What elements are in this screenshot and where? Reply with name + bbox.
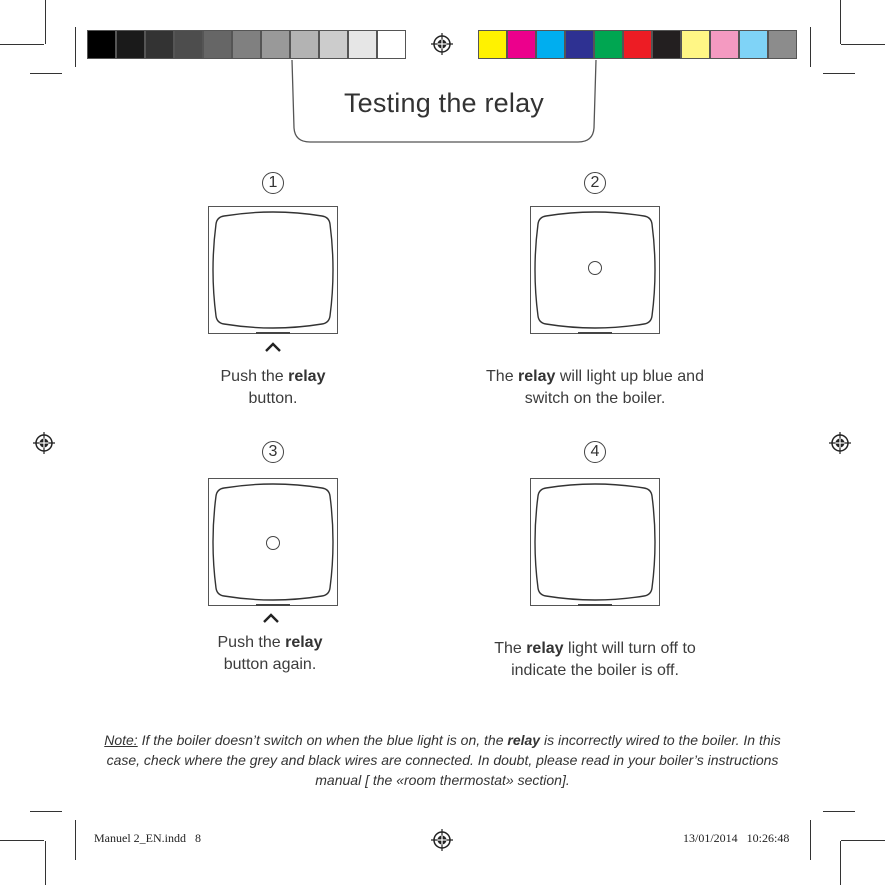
page-title: Testing the relay xyxy=(343,88,544,118)
registration-mark-icon xyxy=(33,432,55,454)
crop-mark xyxy=(840,841,841,885)
color-swatch xyxy=(507,30,536,59)
color-swatch xyxy=(478,30,507,59)
crop-mark xyxy=(823,73,855,74)
registration-mark-icon xyxy=(431,33,453,55)
relay-device xyxy=(208,206,338,334)
footer-file-name: Manuel 2_EN.indd 8 xyxy=(94,831,201,845)
relay-device xyxy=(530,206,660,334)
color-swatch xyxy=(768,30,797,59)
crop-mark xyxy=(840,0,841,44)
step-number: 4 xyxy=(584,441,606,463)
color-swatch xyxy=(623,30,652,59)
crop-mark xyxy=(30,73,62,74)
push-arrow-icon xyxy=(262,612,280,624)
crop-mark xyxy=(45,841,46,885)
crop-mark xyxy=(823,811,855,812)
footer-timestamp: 13/01/2014 10:26:48 xyxy=(683,831,790,845)
color-swatch xyxy=(681,30,710,59)
step-number: 3 xyxy=(262,441,284,463)
crop-mark xyxy=(810,27,811,67)
color-swatch xyxy=(174,30,203,59)
color-swatch xyxy=(565,30,594,59)
note-label: Note: xyxy=(104,732,138,748)
color-swatch xyxy=(261,30,290,59)
color-swatch xyxy=(87,30,116,59)
crop-mark xyxy=(841,840,885,841)
step-number: 1 xyxy=(262,172,284,194)
color-swatch xyxy=(116,30,145,59)
color-swatch xyxy=(536,30,565,59)
step-caption: Push the relay button. xyxy=(220,368,326,407)
color-swatch xyxy=(290,30,319,59)
step-number: 2 xyxy=(584,172,606,194)
color-swatch xyxy=(710,30,739,59)
color-swatch xyxy=(145,30,174,59)
push-arrow-icon xyxy=(264,341,282,353)
step-caption: The relay will light up blue and switch on the boiler. xyxy=(486,368,704,407)
color-swatch xyxy=(348,30,377,59)
color-swatch xyxy=(652,30,681,59)
color-swatch xyxy=(203,30,232,59)
crop-mark xyxy=(0,840,44,841)
step-caption: The relay light will turn off to indicate the boiler is off. xyxy=(494,640,696,679)
crop-mark xyxy=(45,0,46,44)
step-caption: Push the relay button again. xyxy=(217,634,323,673)
color-swatch xyxy=(232,30,261,59)
color-swatch xyxy=(319,30,348,59)
color-swatch xyxy=(739,30,768,59)
crop-mark xyxy=(841,44,885,45)
color-swatch xyxy=(594,30,623,59)
note-paragraph: Note: If the boiler doesn’t switch on when the blue light is on, the relay is incorrectly wired to the boiler. In this case, check where the grey and black wires are connected. In doubt, please read in your boiler’s instructions manual [ the «room thermostat» section]. xyxy=(104,732,781,788)
crop-mark xyxy=(810,820,811,860)
crop-mark xyxy=(0,44,44,45)
crop-mark xyxy=(30,811,62,812)
registration-mark-icon xyxy=(431,829,453,851)
registration-mark-icon xyxy=(829,432,851,454)
relay-device xyxy=(530,478,660,606)
color-swatch xyxy=(377,30,406,59)
crop-mark xyxy=(75,820,76,860)
crop-mark xyxy=(75,27,76,67)
relay-device xyxy=(208,478,338,606)
